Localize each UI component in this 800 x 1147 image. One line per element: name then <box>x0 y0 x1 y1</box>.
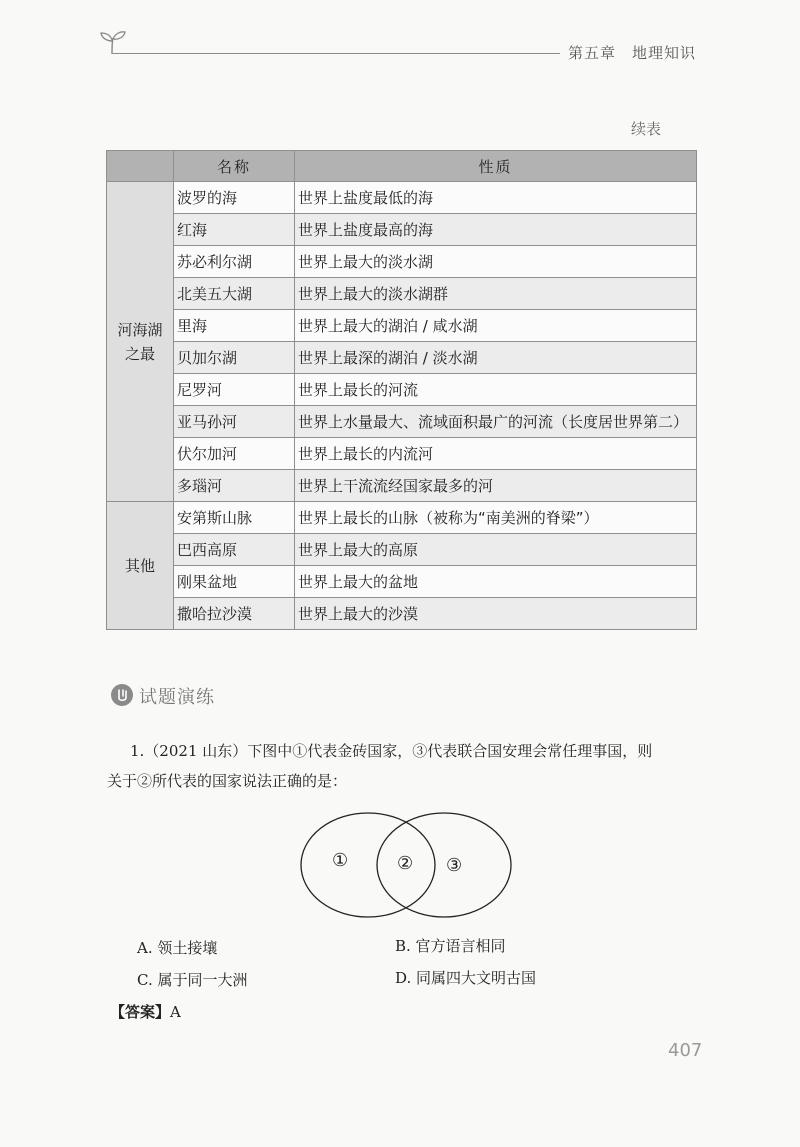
question-text-line-2: 关于②所代表的国家说法正确的是： <box>107 772 348 790</box>
name-cell: 亚马孙河 <box>174 406 295 438</box>
venn-label-3: ③ <box>446 855 463 876</box>
name-cell: 撒哈拉沙漠 <box>174 598 295 630</box>
table-row <box>107 342 697 374</box>
column-header-name: 名称 <box>174 151 295 182</box>
category-label: 其他 <box>124 556 155 575</box>
table-row <box>107 214 697 246</box>
table-row <box>107 246 697 278</box>
table-row <box>107 310 697 342</box>
name-cell: 安第斯山脉 <box>174 502 295 534</box>
name-cell: 苏必利尔湖 <box>174 246 295 278</box>
venn-circle-left <box>301 813 435 917</box>
continued-label: 续表 <box>631 120 662 138</box>
desc-cell: 世界上最大的高原 <box>295 534 697 566</box>
table-group-rivers-seas-lakes <box>107 182 697 502</box>
desc-cell: 世界上最大的淡水湖群 <box>295 278 697 310</box>
table-row <box>107 278 697 310</box>
option-c: C. 属于同一大洲 <box>137 971 248 989</box>
desc-cell: 世界上最大的淡水湖 <box>295 246 697 278</box>
name-cell: 多瑙河 <box>174 470 295 502</box>
name-cell: 里海 <box>174 310 295 342</box>
desc-cell: 世界上最长的河流 <box>295 374 697 406</box>
desc-cell: 世界上水量最大、流域面积最广的河流（长度居世界第二） <box>295 406 697 438</box>
table-row <box>107 566 697 598</box>
desc-cell: 世界上最深的湖泊 / 淡水湖 <box>295 342 697 374</box>
table-row <box>107 374 697 406</box>
answer <box>110 1001 181 1022</box>
answer-label: 【答案】 <box>110 1003 171 1021</box>
option-a: A. 领土接壤 <box>137 939 218 957</box>
desc-cell: 世界上最长的内流河 <box>295 438 697 470</box>
table-row <box>107 438 697 470</box>
desc-cell: 世界上盐度最低的海 <box>295 182 697 214</box>
venn-diagram <box>296 810 516 920</box>
venn-label-1: ① <box>332 850 349 871</box>
header-rule <box>112 53 560 54</box>
column-header-category <box>107 151 174 182</box>
name-cell: 红海 <box>174 214 295 246</box>
section-title: 试题演练 <box>139 687 215 708</box>
table-group-other <box>107 502 697 630</box>
answer-value: A <box>170 1003 181 1021</box>
page-number: 407 <box>668 1040 703 1061</box>
name-cell: 巴西高原 <box>174 534 295 566</box>
table-row <box>107 182 697 214</box>
table-row <box>107 502 697 534</box>
category-label: 河海湖之最 <box>117 320 163 363</box>
desc-cell: 世界上最大的盆地 <box>295 566 697 598</box>
column-header-property: 性质 <box>295 151 697 182</box>
option-d: D. 同属四大文明古国 <box>395 969 537 987</box>
table-row <box>107 598 697 630</box>
practice-section-icon <box>110 683 134 707</box>
category-cell <box>107 182 174 502</box>
geography-facts-table <box>106 150 697 630</box>
desc-cell: 世界上最大的沙漠 <box>295 598 697 630</box>
name-cell: 刚果盆地 <box>174 566 295 598</box>
name-cell: 波罗的海 <box>174 182 295 214</box>
question-text-line-1: 1.（2021 山东）下图中①代表金砖国家，③代表联合国安理会常任理事国，则 <box>130 742 653 760</box>
table-row <box>107 470 697 502</box>
desc-cell: 世界上最长的山脉（被称为“南美洲的脊梁”） <box>295 502 697 534</box>
name-cell: 尼罗河 <box>174 374 295 406</box>
table-header-row <box>107 151 697 182</box>
name-cell: 贝加尔湖 <box>174 342 295 374</box>
name-cell: 伏尔加河 <box>174 438 295 470</box>
table-row <box>107 534 697 566</box>
option-b: B. 官方语言相同 <box>395 937 506 955</box>
desc-cell: 世界上最大的湖泊 / 咸水湖 <box>295 310 697 342</box>
chapter-title: 第五章 地理知识 <box>568 44 697 62</box>
desc-cell: 世界上盐度最高的海 <box>295 214 697 246</box>
name-cell: 北美五大湖 <box>174 278 295 310</box>
desc-cell: 世界上干流流经国家最多的河 <box>295 470 697 502</box>
venn-label-2: ② <box>397 853 414 874</box>
table-row <box>107 406 697 438</box>
category-cell <box>107 502 174 630</box>
